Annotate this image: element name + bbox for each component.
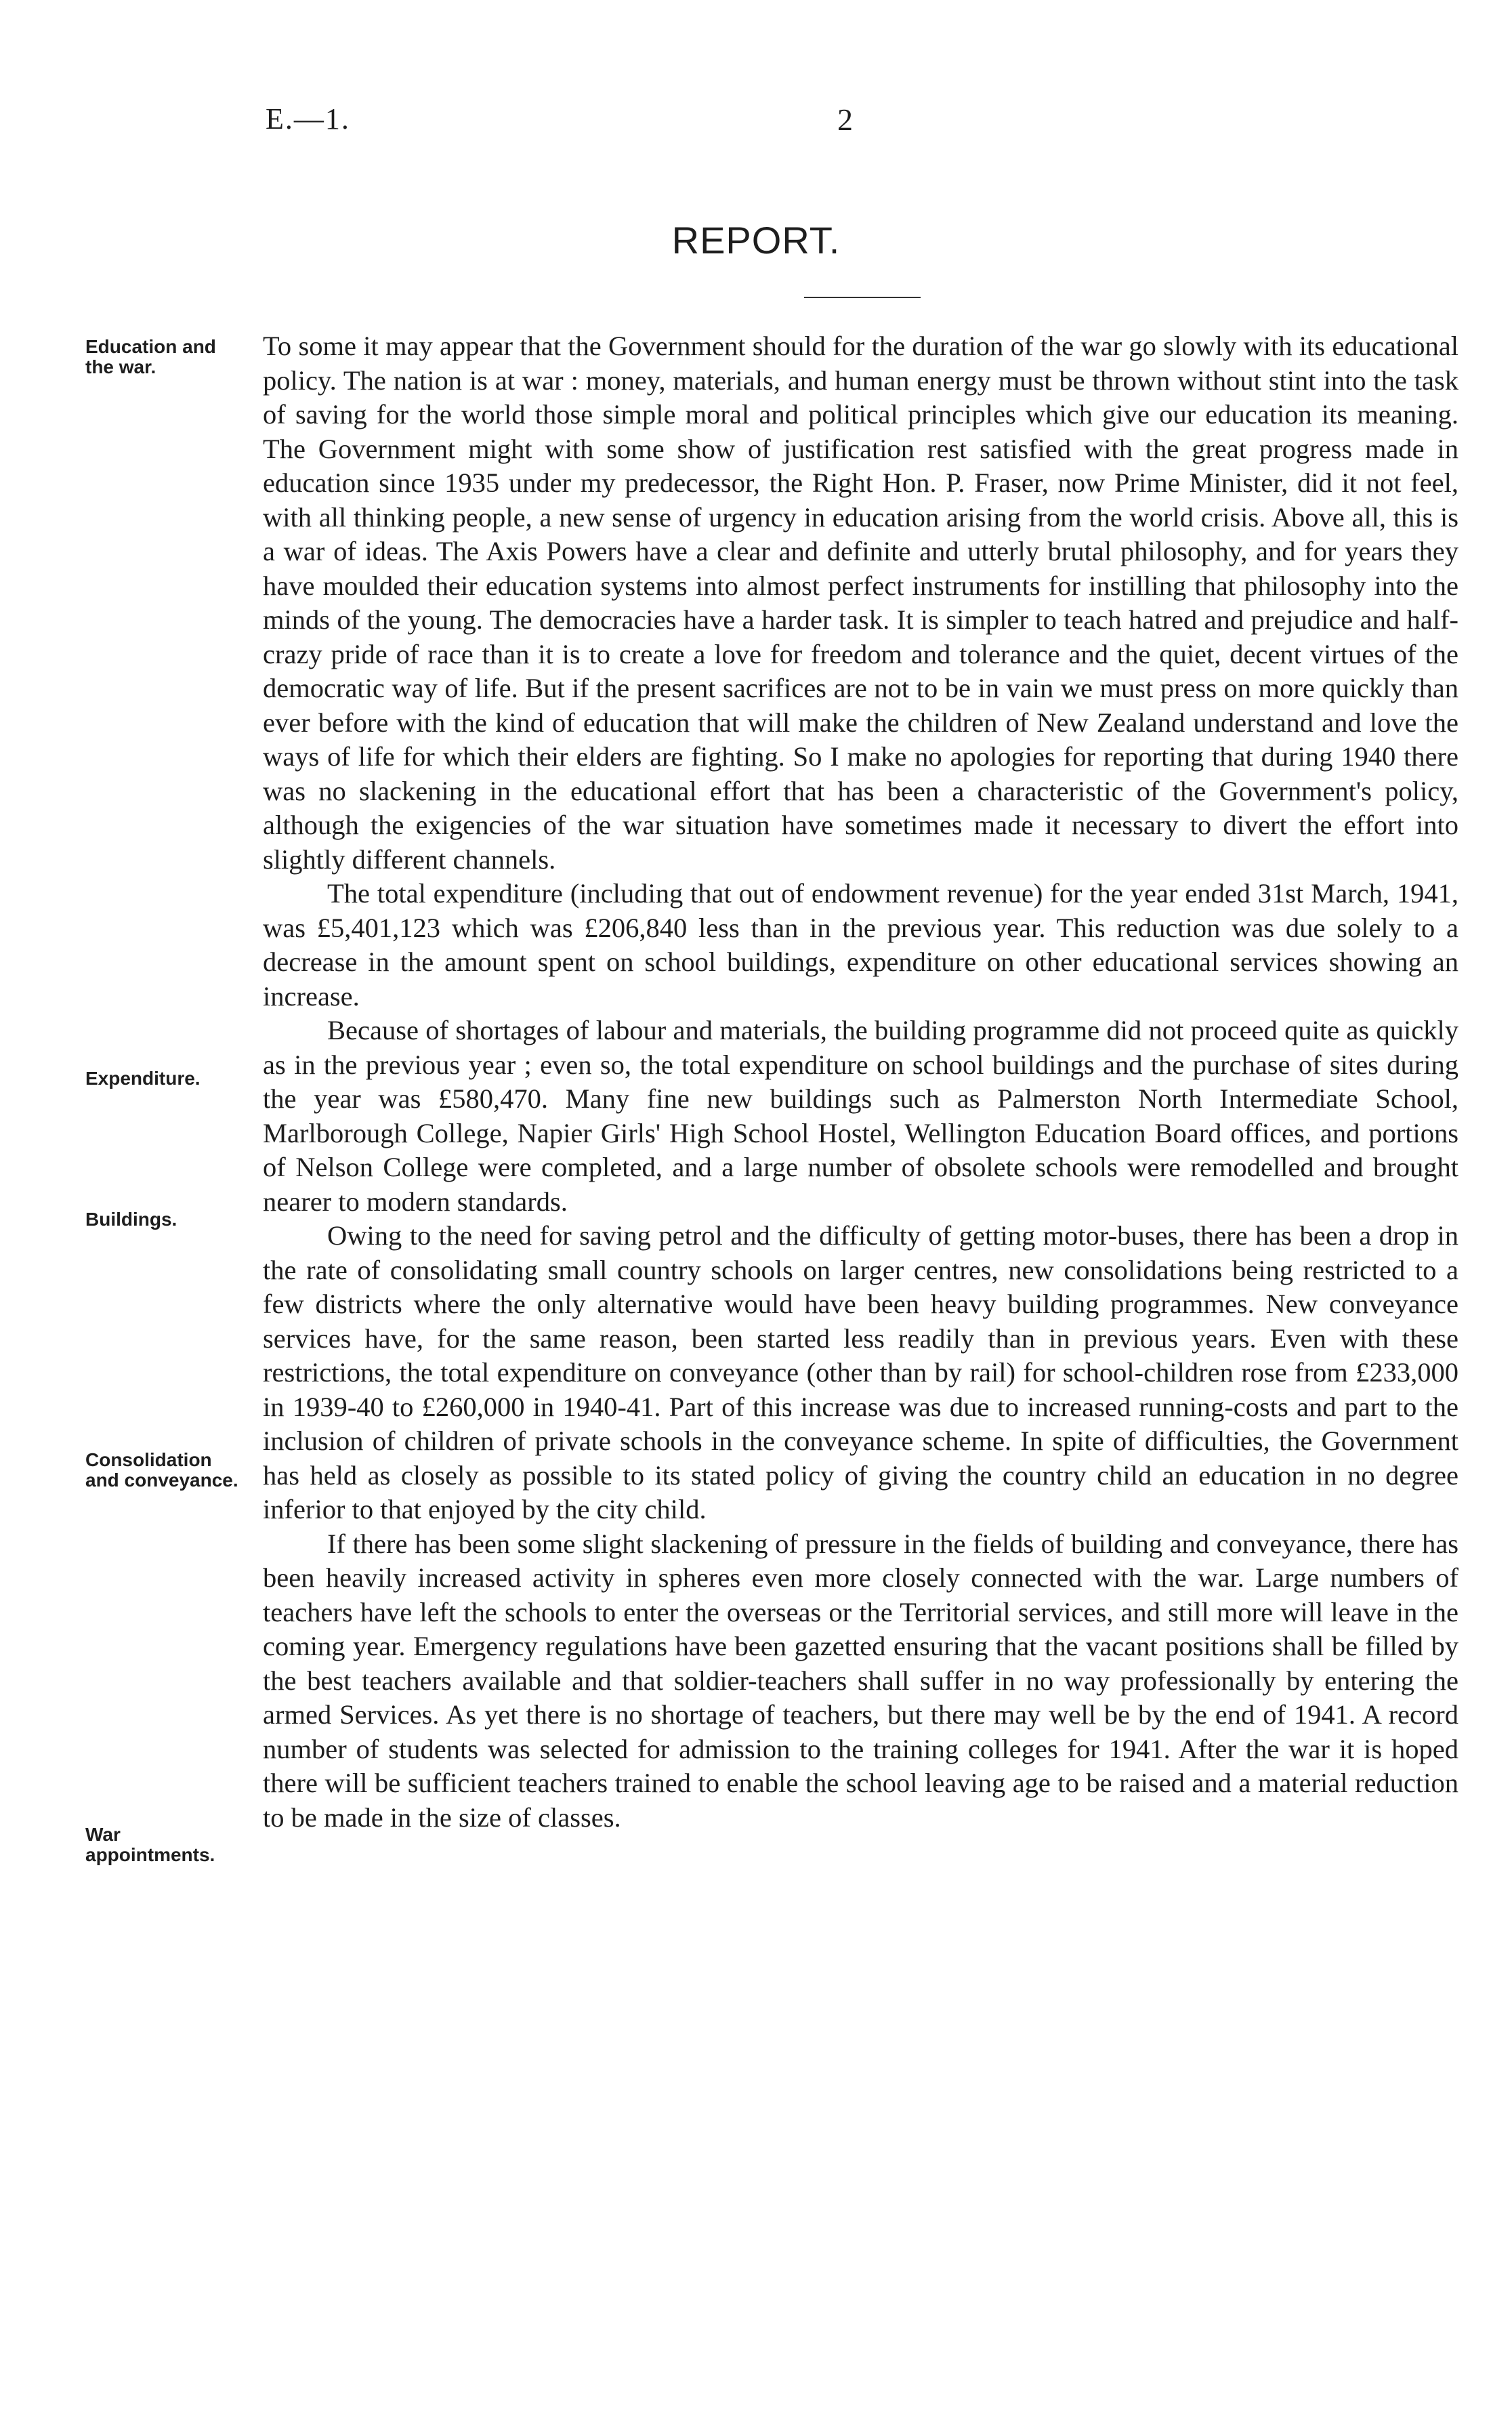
title-divider [804,297,921,298]
paragraph-war-appointments: If there has been some slight slackening of pressure in the fields of building and conveyance, there has been heavily increased activity in spheres even more closely connected with the war. Large numbers of teachers have left the schools to enter the overseas or the Territorial services, and still more will leave in the coming year. Emergency regulations have been gazetted ensuring that the vacant positions shall be filled by the best teachers available and that soldier-teachers shall suffer in no way professionally by entering the armed Services. As yet there is no shortage of teachers, but there may well be by the end of 1941. A record number of students was selected for admission to the training colleges for 1941. After the war it is hoped there will be sufficient teachers trained to enable the school leaving age to be raised and a material reduction to be made in the size of classes. [263,1528,1458,1833]
side-note-war-appointments: War appointments. [85,1824,215,1865]
side-note-expenditure: Expenditure. [85,1068,201,1089]
report-body [263,329,1458,1835]
paragraph-expenditure: The total expenditure (including that out of endowment revenue) for the year ended 31st March, 1941, was £5,401,123 which was £206,840 less than in the previous year. This reduction was due solely to a decrease in the amount spent on school buildings, expenditure on other educational services showing an increase. [263,878,1458,1012]
side-note-education-and-the-war: Education and the war. [85,336,216,377]
paragraph-buildings: Because of shortages of labour and materials, the building programme did not proceed quite as quickly as in the previous year ; even so, the total expenditure on school buildings and the purchase of sites during the year was £580,470. Many fine new buildings such as Palmerston North Intermediate School, Marlborough College, Napier Girls' High School Hostel, Wellington Education Board offices, and portions of Nelson College were completed, and a large number of obsolete schools were remodelled and brought nearer to modern standards. [263,1015,1458,1217]
side-note-buildings: Buildings. [85,1209,177,1230]
report-title: REPORT. [671,219,841,262]
paragraph-education-and-the-war: To some it may appear that the Government should for the duration of the war go slowly with its educational policy. The nation is at war : money, materials, and human energy must be thrown without stint into the task of saving for the world those simple moral and political principles which give our education its meaning. The Government might with some show of justification rest satisfied with the great progress made in education since 1935 under my predecessor, the Right Hon. P. Fraser, now Prime Minister, did it not feel, with all thinking people, a new sense of urgency in education arising from the world crisis. Above all, this is a war of ideas. The Axis Powers have a clear and definite and utterly brutal philosophy, and for years they have moulded their education systems into almost perfect instruments for instilling that philosophy into the minds of the young. The democracies have a harder task. It is simpler to teach hatred and prejudice and half-crazy pride of race than it is to create a love for freedom and tolerance and the quiet, decent virtues of the democratic way of life. But if the present sacrifices are not to be in vain we must press on more quickly than ever before with the kind of education that will make the children of New Zealand understand and love the ways of life for which their elders are fighting. So I make no apologies for reporting that during 1940 there was no slackening in the educational effort that has been a characteristic of the Government's policy, although the exigencies of the war situation have sometimes made it necessary to divert the effort into slightly different channels. [263,331,1458,875]
page-reference: E.—1. [266,102,350,136]
page-number: 2 [837,102,853,137]
paragraph-consolidation-and-conveyance: Owing to the need for saving petrol and the difficulty of getting motor-buses, there has been a drop in the rate of consolidating small country schools on larger centres, new consolidations being restricted to a few districts where the only alternative would have been heavy building programmes. New conveyance services have, for the same reason, been started less readily than in previous years. Even with these restrictions, the total expenditure on conveyance (other than by rail) for school-children rose from £233,000 in 1939-40 to £260,000 in 1940-41. Part of this increase was due to increased running-costs and part to the inclusion of children of private schools in the conveyance scheme. In spite of difficulties, the Government has held as closely as possible to its stated policy of giving the country child an education in no degree inferior to that enjoyed by the city child. [263,1220,1458,1524]
side-note-consolidation-and-conveyance: Consolidation and conveyance. [85,1449,238,1491]
